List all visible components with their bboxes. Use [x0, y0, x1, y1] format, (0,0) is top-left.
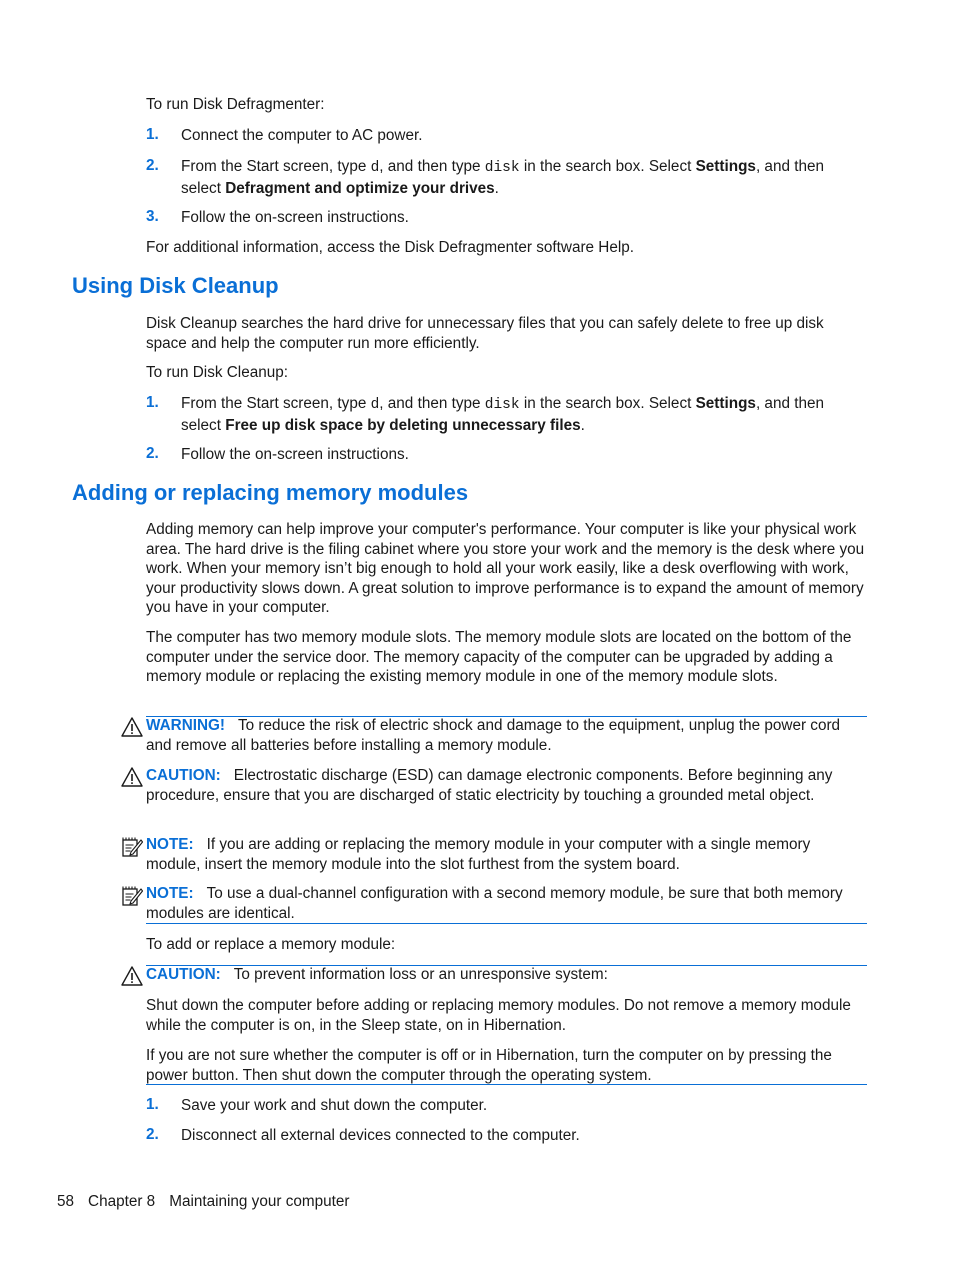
step-number: 1. — [146, 126, 159, 143]
step-number: 2. — [146, 445, 159, 462]
step-number: 1. — [146, 1096, 159, 1113]
page-number: 58 — [57, 1193, 75, 1210]
step-number: 1. — [146, 394, 159, 411]
defrag-step-1 — [146, 126, 868, 146]
caution-notice-info-loss: CAUTION: To prevent information loss or an unresponsive system: — [146, 966, 608, 983]
caution-detail-2: If you are not sure whether the computer is off or in Hibernation, turn the computer on by pressing the power button. Then shut down the computer through the operating system. — [146, 1047, 832, 1084]
note-notice-single-module: NOTE: If you are adding or replacing the memory module in your computer with a single memory module, insert the memory module into the slot furthest from the system board. — [146, 836, 811, 873]
note-pad-icon — [121, 885, 143, 907]
step-number: 2. — [146, 157, 159, 174]
heading-disk-cleanup: Using Disk Cleanup — [72, 273, 279, 298]
memory-step-1 — [146, 1096, 868, 1116]
step-number: 2. — [146, 1126, 159, 1143]
cleanup-step-2 — [146, 445, 868, 465]
step-text: Disconnect all external devices connected to the computer. — [181, 1127, 580, 1144]
chapter-title: Maintaining your computer — [169, 1193, 350, 1210]
memory-lead: To add or replace a memory module: — [146, 936, 396, 953]
memory-para-1: Adding memory can help improve your computer's performance. Your computer is like your physical work area. The hard drive is the filing cabinet where you store your work and the memory is the desk where you work. When your memory isn’t big enough to hold all your work easily, like a desk overflowing with work, your productivity slows down. A great solution to improve performance is to expand the amount of memory you have in your computer. — [146, 521, 865, 616]
step-text: Follow the on-screen instructions. — [181, 446, 409, 463]
warning-notice: WARNING! To reduce the risk of electric shock and damage to the equipment, unplug the power cord and remove all batteries before installing a memory module. — [146, 717, 841, 754]
caution-triangle-icon — [121, 766, 143, 788]
step-text: From the Start screen, type d, and then type disk in the search box. Select Settings, and then select Free up disk space by deleting unnecessary files. — [181, 395, 824, 434]
step-text: Connect the computer to AC power. — [181, 127, 423, 144]
caution-notice-esd: CAUTION: Electrostatic discharge (ESD) can damage electronic components. Before beginning any procedure, ensure that you are discharged of static electricity by touching a grounded metal object. — [146, 767, 833, 804]
caution-detail-1: Shut down the computer before adding or replacing memory modules. Do not remove a memory module while the computer is on, in the Sleep state, on in Hibernation. — [146, 997, 851, 1034]
step-text: From the Start screen, type d, and then type disk in the search box. Select Settings, and then select Defragment and optimize your drives. — [181, 158, 824, 197]
notice-bottom-rule — [146, 923, 867, 924]
cleanup-step-1 — [146, 394, 868, 435]
caution-label: CAUTION: — [146, 966, 221, 983]
memory-para-2: The computer has two memory module slots. The memory module slots are located on the bottom of the computer under the service door. The memory capacity of the computer can be upgraded by adding a memory module or replacing the existing memory module in one of the memory module slots. — [146, 629, 852, 685]
defrag-step-3 — [146, 208, 868, 228]
note-pad-icon — [121, 836, 143, 858]
page-footer — [57, 1192, 363, 1211]
step-number: 3. — [146, 208, 159, 225]
cleanup-lead: To run Disk Cleanup: — [146, 364, 288, 381]
caution-triangle-icon — [121, 965, 143, 987]
warning-triangle-icon — [121, 716, 143, 738]
chapter-label: Chapter 8 — [88, 1193, 156, 1210]
heading-memory-modules: Adding or replacing memory modules — [72, 480, 469, 505]
note-label: NOTE: — [146, 885, 194, 902]
defrag-step-2 — [146, 157, 868, 198]
note-label: NOTE: — [146, 836, 194, 853]
caution-bottom-rule — [146, 1084, 867, 1085]
caution-label: CAUTION: — [146, 767, 221, 784]
step-text: Follow the on-screen instructions. — [181, 209, 409, 226]
note-notice-dual-channel: NOTE: To use a dual-channel configuration with a second memory module, be sure that both memory modules are identical. — [146, 885, 843, 922]
step-text: Save your work and shut down the computer. — [181, 1097, 488, 1114]
warning-label: WARNING! — [146, 717, 226, 734]
defrag-lead: To run Disk Defragmenter: — [146, 96, 325, 113]
memory-step-2 — [146, 1126, 868, 1146]
cleanup-desc: Disk Cleanup searches the hard drive for unnecessary files that you can safely delete to free up disk space and help the computer run more efficiently. — [146, 315, 824, 352]
defrag-closing: For additional information, access the Disk Defragmenter software Help. — [146, 239, 635, 256]
